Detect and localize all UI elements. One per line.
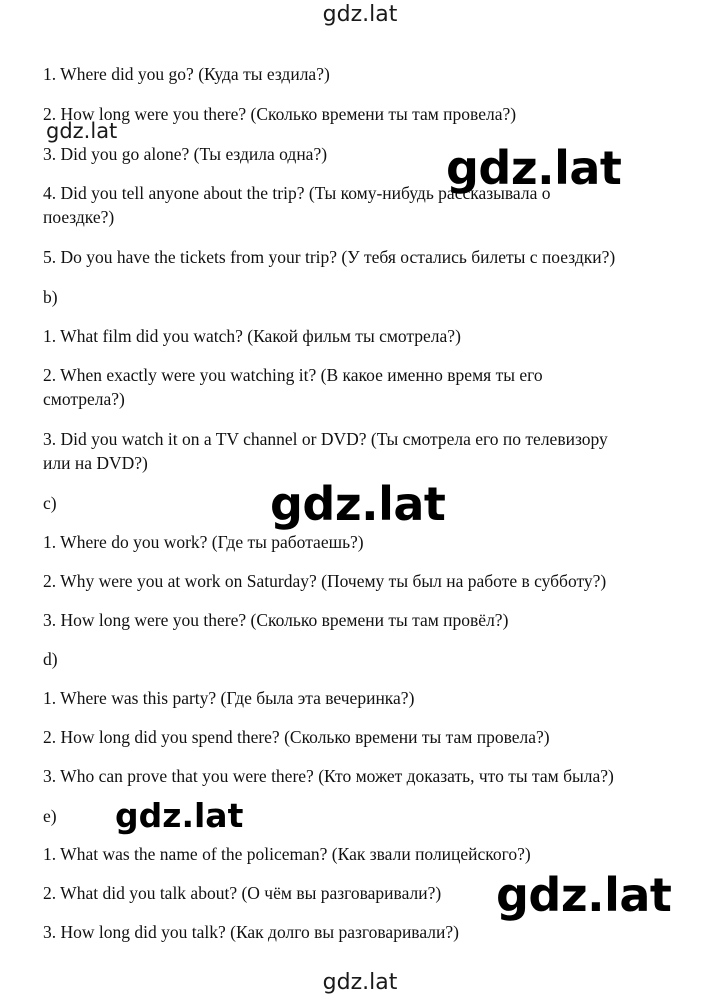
watermark: gdz.lat <box>270 477 446 531</box>
text-line: 2. How long were you there? (Сколько времени ты там провела?) <box>43 104 517 124</box>
text-line: 3. Did you go alone? (Ты ездила одна?) <box>43 144 328 164</box>
text-line: 2. When exactly were you watching it? (В какое именно время ты его <box>43 365 543 385</box>
text-line: 3. How long were you there? (Сколько времени ты там провёл?) <box>43 610 509 630</box>
text-line: 1. What was the name of the policeman? (Как звали полицейского?) <box>43 844 531 864</box>
watermark: gdz.lat <box>115 796 244 835</box>
watermark: gdz.lat <box>46 119 118 143</box>
page-footer: gdz.lat <box>322 970 398 995</box>
page-header: gdz.lat <box>322 2 398 27</box>
text-line: 2. What did you talk about? (О чём вы разговаривали?) <box>43 883 442 903</box>
text-line: 3. Did you watch it on a TV channel or DVD? (Ты смотрела его по телевизору <box>43 429 608 449</box>
section-label: e) <box>43 806 57 826</box>
section-label: d) <box>43 649 58 669</box>
text-line: 4. Did you tell anyone about the trip? (Ты кому-нибудь рассказывала о <box>43 183 551 203</box>
text-line: 5. Do you have the tickets from your trip? (У тебя остались билеты с поездки?) <box>43 247 616 267</box>
text-line: 1. Where do you work? (Где ты работаешь?) <box>43 532 364 552</box>
text-line: поездке?) <box>43 207 115 227</box>
text-line: 1. Where was this party? (Где была эта вечеринка?) <box>43 688 415 708</box>
text-line: 1. What film did you watch? (Какой фильм ты смотрела?) <box>43 326 461 346</box>
watermark: gdz.lat <box>446 141 622 195</box>
text-line: 3. How long did you talk? (Как долго вы разговаривали?) <box>43 922 459 942</box>
text-line: 2. Why were you at work on Saturday? (Почему ты был на работе в субботу?) <box>43 571 607 591</box>
section-label: b) <box>43 287 58 307</box>
text-line: 1. Where did you go? (Куда ты ездила?) <box>43 64 330 84</box>
text-line: 2. How long did you spend there? (Сколько времени ты там провела?) <box>43 727 550 747</box>
section-label: c) <box>43 493 57 513</box>
text-line: или на DVD?) <box>43 453 148 473</box>
text-line: смотрела?) <box>43 389 125 409</box>
watermark: gdz.lat <box>496 868 672 922</box>
text-line: 3. Who can prove that you were there? (Кто может доказать, что ты там была?) <box>43 766 614 786</box>
